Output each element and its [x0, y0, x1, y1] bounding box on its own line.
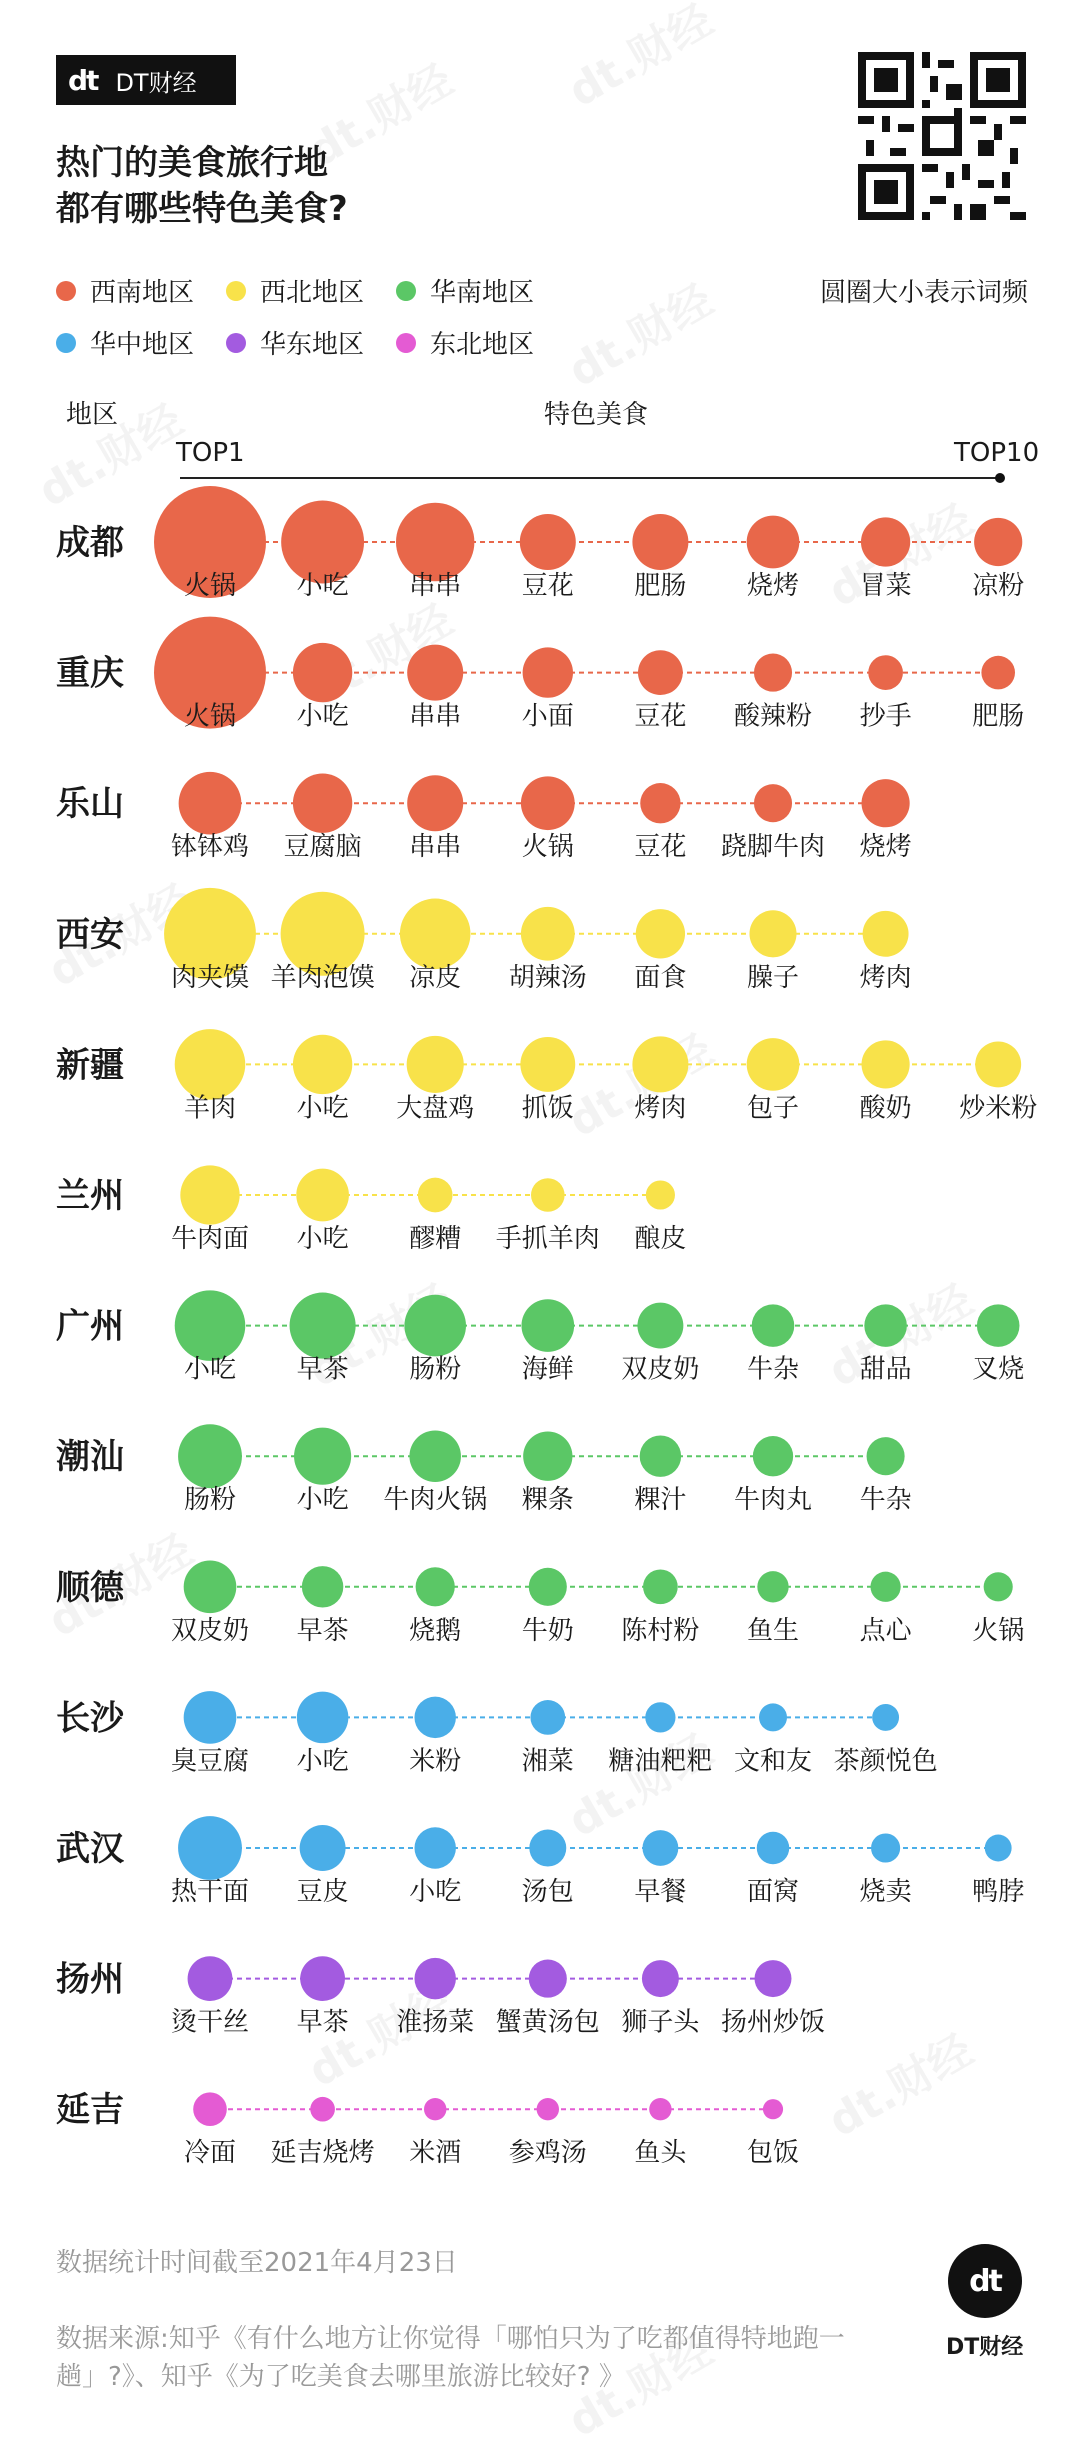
- food-bubble: [755, 1960, 792, 1997]
- food-label: 小吃: [296, 1485, 349, 1516]
- food-bubble: [984, 1572, 1013, 1601]
- food-bubble: [416, 1567, 455, 1606]
- food-label: 火锅: [521, 832, 574, 863]
- food-bubble: [642, 1830, 678, 1866]
- food-bubble: [396, 503, 474, 581]
- food-bubble: [293, 1035, 352, 1094]
- food-bubble: [861, 517, 910, 566]
- food-label: 冒菜: [859, 571, 912, 601]
- food-label: 肠粉: [409, 1354, 462, 1385]
- food-label: 汤包: [521, 1877, 574, 1907]
- city-label: 广州: [56, 1306, 124, 1347]
- food-bubble: [537, 2098, 559, 2120]
- food-label: 延吉烧烤: [270, 2138, 375, 2169]
- food-label: 淮扬菜: [396, 2007, 475, 2038]
- food-bubble: [407, 775, 463, 831]
- rank-start-label: TOP1: [176, 438, 245, 468]
- food-bubble: [643, 1569, 678, 1604]
- food-bubble: [872, 1704, 899, 1731]
- food-bubble: [640, 1435, 681, 1476]
- food-label: 早餐: [634, 1877, 687, 1907]
- food-bubble: [753, 1436, 793, 1476]
- food-label: 冷面: [183, 2138, 237, 2169]
- food-label: 肥肠: [634, 571, 687, 601]
- legend-label: 华东地区: [260, 330, 365, 360]
- food-bubble: [178, 1424, 242, 1488]
- food-bubble: [638, 650, 683, 695]
- food-bubble: [862, 1040, 910, 1088]
- food-label: 牛肉丸: [733, 1485, 813, 1516]
- food-bubble: [529, 1830, 566, 1867]
- food-bubble: [863, 911, 909, 957]
- food-bubble: [752, 1304, 795, 1347]
- food-label: 大盘鸡: [396, 1093, 475, 1124]
- food-label: 串串: [409, 832, 462, 863]
- food-label: 豆腐脑: [283, 832, 362, 863]
- food-label: 小吃: [296, 701, 349, 732]
- food-label: 鱼头: [634, 2138, 687, 2169]
- food-bubble: [749, 910, 796, 957]
- city-label: 西安: [56, 914, 124, 955]
- food-label: 粿条: [521, 1485, 574, 1516]
- food-label: 抓饭: [521, 1093, 574, 1124]
- food-bubble: [404, 1295, 466, 1357]
- food-bubble: [531, 1178, 565, 1212]
- food-bubble: [294, 1428, 351, 1485]
- food-bubble: [646, 1180, 675, 1209]
- food-label: 包子: [746, 1093, 800, 1124]
- food-label: 烧鹅: [409, 1615, 462, 1646]
- food-bubble: [179, 772, 242, 835]
- food-bubble: [296, 1169, 349, 1222]
- food-bubble: [300, 1956, 345, 2001]
- logo-text: DT财经: [115, 68, 197, 97]
- city-label: 长沙: [56, 1698, 124, 1739]
- city-label: 武汉: [56, 1829, 124, 1869]
- title-line-1: 热门的美食旅行地: [56, 143, 328, 183]
- food-label: 凉皮: [409, 962, 462, 993]
- legend-label: 东北地区: [430, 330, 535, 360]
- food-label: 陈村粉: [621, 1615, 700, 1646]
- food-label: 茶颜悦色: [833, 1746, 938, 1777]
- food-label: 钵钵鸡: [170, 832, 250, 863]
- food-bubble: [981, 656, 1015, 690]
- legend-label: 西南地区: [90, 278, 195, 308]
- footer-source: [56, 2320, 845, 2396]
- food-bubble: [184, 1560, 237, 1613]
- city-label: 兰州: [56, 1176, 124, 1216]
- food-label: 酸奶: [859, 1093, 912, 1124]
- food-label: 湘菜: [521, 1746, 574, 1777]
- city-label: 顺德: [56, 1567, 124, 1608]
- food-bubble: [529, 1960, 567, 1998]
- food-bubble: [180, 1165, 239, 1224]
- food-bubble: [868, 655, 903, 690]
- food-bubble: [974, 518, 1022, 566]
- legend-label: 华中地区: [90, 330, 195, 360]
- food-bubble: [977, 1304, 1020, 1347]
- foods-header: 特色美食: [544, 400, 649, 430]
- food-bubble: [175, 1029, 246, 1100]
- food-bubble: [297, 1692, 349, 1744]
- food-label: 火锅: [972, 1615, 1025, 1646]
- food-bubble: [521, 907, 575, 961]
- food-label: 面窝: [746, 1877, 800, 1907]
- food-bubble: [747, 516, 800, 569]
- food-label: 胡辣汤: [508, 962, 587, 993]
- city-label: 扬州: [56, 1959, 124, 2000]
- city-label: 乐山: [56, 784, 124, 825]
- food-bubble: [300, 1825, 346, 1871]
- food-label: 串串: [409, 571, 462, 601]
- food-bubble: [530, 1700, 565, 1735]
- food-label: 狮子头: [621, 2007, 700, 2038]
- food-label: 点心: [859, 1615, 912, 1646]
- food-bubble: [763, 2099, 783, 2119]
- food-label: 肠粉: [183, 1485, 237, 1516]
- food-bubble: [310, 2097, 335, 2122]
- food-bubble: [632, 514, 688, 570]
- food-bubble: [293, 643, 352, 702]
- food-label: 鱼生: [746, 1615, 800, 1646]
- food-label: 豆花: [634, 701, 687, 732]
- city-label: 新疆: [56, 1045, 124, 1086]
- food-bubble: [870, 1572, 900, 1602]
- food-label: 烤肉: [859, 962, 912, 993]
- rank-axis-end-dot: [995, 473, 1005, 483]
- food-label: 炒米粉: [959, 1093, 1038, 1124]
- food-bubble: [640, 783, 680, 823]
- food-bubble: [862, 779, 910, 827]
- food-label: 热干面: [170, 1877, 250, 1907]
- food-label: 参鸡汤: [508, 2138, 587, 2169]
- food-label: 粿汁: [634, 1485, 687, 1516]
- city-label: 延吉: [56, 2090, 124, 2131]
- food-bubble: [424, 2098, 446, 2120]
- food-bubble: [407, 645, 463, 701]
- food-label: 甜品: [859, 1354, 912, 1385]
- food-bubble: [871, 1833, 900, 1862]
- food-bubble: [985, 1835, 1012, 1862]
- food-label: 糖油粑粑: [608, 1746, 713, 1777]
- food-bubble: [400, 899, 471, 970]
- food-label: 烫干丝: [170, 2007, 250, 2038]
- food-label: 烤肉: [634, 1093, 687, 1124]
- food-label: 小吃: [296, 1093, 349, 1124]
- rank-end-label: TOP10: [954, 438, 1040, 468]
- food-label: 跷脚牛肉: [720, 832, 826, 863]
- size-note: 圆圈大小表示词频: [819, 278, 1028, 308]
- food-label: 小吃: [296, 1746, 349, 1777]
- food-label: 牛杂: [859, 1485, 912, 1516]
- food-bubble: [414, 1697, 455, 1738]
- city-label: 重庆: [56, 653, 124, 694]
- food-label: 羊肉泡馍: [270, 962, 375, 993]
- food-bubble: [193, 2092, 227, 2126]
- food-bubble: [637, 1303, 683, 1349]
- food-bubble: [178, 1816, 242, 1880]
- food-bubble: [523, 1432, 572, 1481]
- legend-label: 西北地区: [260, 278, 365, 308]
- food-label: 手抓羊肉: [495, 1224, 600, 1254]
- food-label: 鸭脖: [972, 1877, 1025, 1907]
- food-label: 醪糟: [409, 1224, 462, 1254]
- city-label: 成都: [56, 523, 124, 563]
- food-bubble: [867, 1437, 905, 1475]
- food-bubble: [759, 1703, 787, 1731]
- brand-name: DT财经: [946, 2335, 1024, 2360]
- food-label: 凉粉: [972, 571, 1025, 601]
- food-bubble: [414, 1958, 455, 1999]
- food-label: 双皮奶: [170, 1615, 250, 1646]
- food-bubble: [529, 1568, 567, 1606]
- food-label: 小吃: [183, 1354, 237, 1385]
- food-bubble: [184, 1691, 237, 1744]
- food-label: 烧卖: [859, 1877, 912, 1907]
- footer-date: 数据统计时间截至2021年4月23日: [56, 2248, 458, 2278]
- food-label: 蟹黄汤包: [495, 2007, 600, 2038]
- food-label: 烧烤: [746, 571, 800, 601]
- food-bubble: [418, 1178, 453, 1213]
- food-label: 酸辣粉: [733, 701, 813, 732]
- food-bubble: [520, 1037, 575, 1092]
- food-bubble: [407, 1036, 464, 1093]
- food-label: 火锅: [183, 571, 237, 601]
- food-label: 小吃: [409, 1877, 462, 1907]
- food-label: 包饭: [746, 2138, 800, 2169]
- food-label: 豆花: [521, 571, 574, 601]
- footer-source-line-2: 趟」?》、知乎《为了吃美食去哪里旅游比较好? 》: [56, 2362, 625, 2392]
- food-label: 牛杂: [746, 1354, 800, 1385]
- food-label: 肉夹馍: [170, 962, 250, 993]
- food-label: 米粉: [409, 1746, 462, 1777]
- food-bubble: [632, 1036, 688, 1092]
- food-label: 小吃: [296, 571, 349, 601]
- food-bubble: [293, 774, 352, 833]
- food-label: 豆皮: [296, 1877, 349, 1907]
- food-bubble: [754, 784, 792, 822]
- food-label: 臭豆腐: [170, 1746, 250, 1777]
- brand-circle-logo: dt: [948, 2244, 1022, 2318]
- food-label: 小吃: [296, 1224, 349, 1254]
- food-bubble: [754, 654, 792, 692]
- food-label: 烧烤: [859, 832, 912, 863]
- food-bubble: [747, 1038, 800, 1091]
- food-label: 抄手: [859, 701, 912, 732]
- food-bubble: [414, 1827, 455, 1868]
- food-label: 串串: [409, 701, 462, 732]
- food-label: 火锅: [183, 701, 237, 732]
- food-label: 羊肉: [183, 1093, 237, 1124]
- food-bubble: [523, 647, 573, 697]
- region-header: 地区: [66, 400, 119, 430]
- food-bubble: [649, 2098, 671, 2120]
- food-bubble: [636, 909, 685, 958]
- food-label: 豆花: [634, 832, 687, 863]
- food-label: 面食: [634, 962, 687, 993]
- food-bubble: [521, 1299, 574, 1352]
- food-label: 牛肉火锅: [383, 1485, 488, 1516]
- food-label: 小面: [521, 701, 574, 732]
- food-bubble: [975, 1041, 1021, 1087]
- food-label: 酿皮: [634, 1224, 687, 1254]
- food-label: 早茶: [296, 2007, 349, 2038]
- food-bubble: [757, 1571, 788, 1602]
- food-label: 早茶: [296, 1615, 349, 1646]
- footer-source-line-1: 数据来源:知乎《有什么地方让你觉得「哪怕只为了吃都值得特地跑一: [56, 2324, 845, 2354]
- food-bubble: [521, 776, 575, 830]
- food-bubble: [290, 1293, 356, 1359]
- food-bubble: [645, 1702, 675, 1732]
- food-bubble: [757, 1832, 789, 1864]
- food-label: 叉烧: [972, 1354, 1025, 1385]
- food-label: 海鲜: [521, 1354, 574, 1385]
- city-label: 潮汕: [56, 1437, 124, 1478]
- food-label: 早茶: [296, 1354, 349, 1385]
- logo-mark: dt: [68, 63, 98, 97]
- food-label: 双皮奶: [621, 1354, 700, 1385]
- food-bubble: [864, 1304, 907, 1347]
- food-bubble: [642, 1960, 679, 1997]
- food-bubble: [520, 514, 576, 570]
- food-label: 臊子: [746, 962, 800, 993]
- food-label: 米酒: [409, 2138, 462, 2169]
- food-label: 肥肠: [972, 701, 1025, 732]
- food-label: 牛肉面: [170, 1224, 250, 1254]
- food-label: 文和友: [733, 1746, 813, 1777]
- food-label: 扬州炒饭: [720, 2007, 826, 2038]
- title-line-2: 都有哪些特色美食?: [56, 189, 348, 229]
- food-bubble: [188, 1956, 233, 2001]
- food-bubble: [409, 1430, 461, 1482]
- food-label: 牛奶: [521, 1615, 574, 1646]
- legend-label: 华南地区: [430, 278, 535, 308]
- food-bubble: [175, 1290, 246, 1361]
- food-bubble: [302, 1566, 343, 1607]
